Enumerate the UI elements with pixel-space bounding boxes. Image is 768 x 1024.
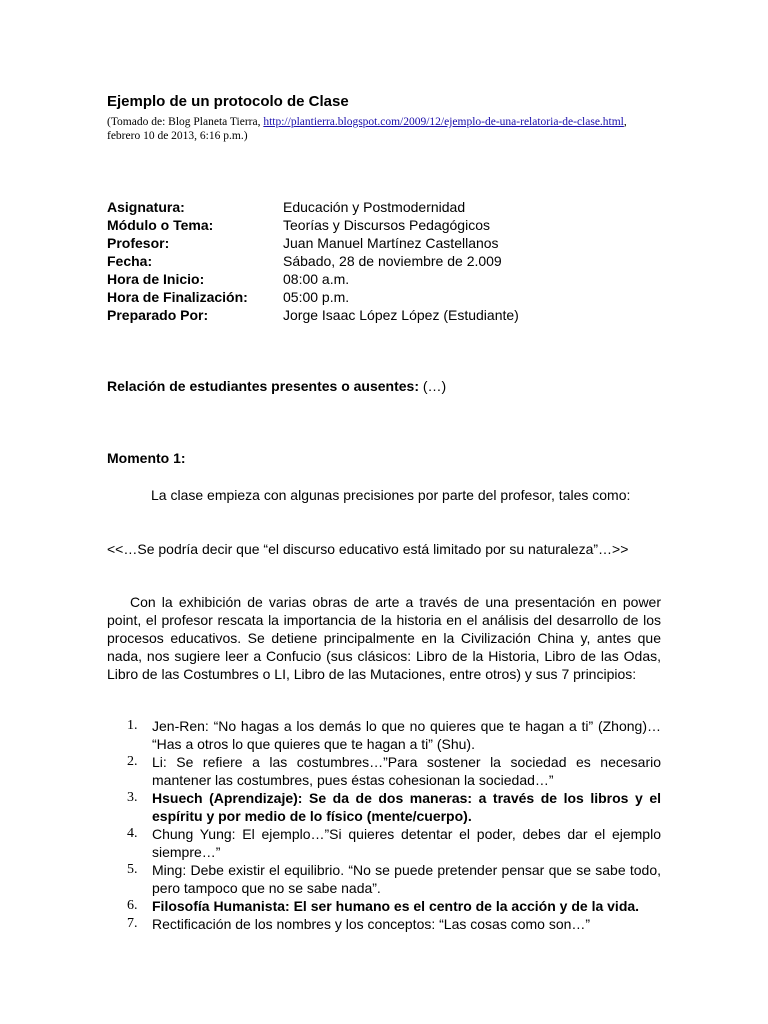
info-row: [107, 306, 519, 324]
attendance-value: (…): [419, 378, 447, 394]
info-label: Asignatura:: [107, 199, 185, 215]
info-label: Preparado Por:: [107, 307, 209, 323]
info-row: [107, 270, 519, 288]
info-value: 08:00 a.m.: [283, 271, 350, 287]
list-item: [107, 861, 661, 897]
info-label: Fecha:: [107, 253, 153, 269]
info-value: Sábado, 28 de noviembre de 2.009: [283, 253, 502, 269]
principles-list: [107, 717, 661, 933]
info-row: [107, 252, 519, 270]
list-text: Rectificación de los nombres y los conceptos: “Las cosas como son…”: [152, 916, 591, 932]
source-citation: [107, 115, 647, 143]
list-text: Hsuech (Aprendizaje): Se da de dos maneras: a través de los libros y el espíritu y por medio de lo físico (mente/cuerpo).: [152, 790, 661, 824]
list-number: 2.: [127, 754, 138, 769]
list-text: Chung Yung: El ejemplo…”Si quieres detentar el poder, debes dar el ejemplo siempre…”: [152, 826, 661, 860]
info-value: Educación y Postmodernidad: [283, 199, 466, 215]
list-item: [107, 897, 661, 915]
list-item: [107, 915, 661, 933]
info-value: Jorge Isaac López López (Estudiante): [283, 307, 519, 323]
class-info-table: [107, 198, 519, 324]
info-row: [107, 288, 519, 306]
list-item: [107, 717, 661, 753]
list-text: Li: Se refiere a las costumbres…”Para sostener la sociedad es necesario mantener las costumbres, pues éstas cohesionan la sociedad…”: [152, 754, 661, 788]
list-number: 1.: [127, 718, 138, 733]
list-text: Filosofía Humanista: El ser humano es el centro de la acción y de la vida.: [152, 898, 640, 914]
info-value: Juan Manuel Martínez Castellanos: [283, 235, 499, 251]
list-number: 3.: [127, 790, 138, 805]
paragraph: Con la exhibición de varias obras de arte a través de una presentación en power point, el profesor rescata la importancia de la historia en el análisis del desarrollo de los procesos educativos. Se detiene principalmente en la Civilización China y, antes que nada, nos sugiere leer a Confucio (sus clásicos: Libro de la Historia, Libro de las Odas, Libro de las Costumbres o LI, Libro de las Mutaciones, entre otros) y sus 7 principios:: [107, 594, 661, 682]
info-label: Módulo o Tema:: [107, 217, 214, 233]
info-row: [107, 216, 519, 234]
info-value: 05:00 p.m.: [283, 289, 350, 305]
info-label: Hora de Finalización:: [107, 289, 248, 305]
list-text: Jen-Ren: “No hagas a los demás lo que no quieres que te hagan a ti” (Zhong)… “Has a otros lo que quieres que te hagan a ti” (Shu).: [152, 718, 661, 752]
document-title: Ejemplo de un protocolo de Clase: [107, 93, 349, 110]
info-label: Hora de Inicio:: [107, 271, 205, 287]
source-link[interactable]: http://plantierra.blogspot.com/2009/12/ejemplo-de-una-relatoria-de-clase.html: [263, 116, 624, 128]
list-number: 5.: [127, 862, 138, 877]
source-prefix: (Tomado de: Blog Planeta Tierra,: [107, 116, 264, 128]
list-item: [107, 753, 661, 789]
quote-paragraph: <<…Se podría decir que “el discurso educativo está limitado por su naturaleza”…>>: [107, 541, 629, 557]
list-number: 6.: [127, 898, 138, 913]
list-text: Ming: Debe existir el equilibrio. “No se puede pretender pensar que se sabe todo, pero tampoco que no se sabe nada”.: [152, 862, 661, 896]
source-suffix: , febrero 10 de 2013, 6:16 p.m.): [107, 116, 627, 142]
attendance-label: Relación de estudiantes presentes o ausentes:: [107, 378, 419, 394]
list-number: 4.: [127, 826, 138, 841]
list-item: [107, 789, 661, 825]
attendance-line: [107, 378, 446, 394]
paragraph: La clase empieza con algunas precisiones por parte del profesor, tales como:: [151, 487, 631, 503]
list-item: [107, 825, 661, 861]
info-row: [107, 198, 519, 216]
info-row: [107, 234, 519, 252]
list-number: 7.: [127, 916, 138, 931]
section-heading: Momento 1:: [107, 450, 186, 466]
info-value: Teorías y Discursos Pedagógicos: [283, 217, 490, 233]
info-label: Profesor:: [107, 235, 170, 251]
